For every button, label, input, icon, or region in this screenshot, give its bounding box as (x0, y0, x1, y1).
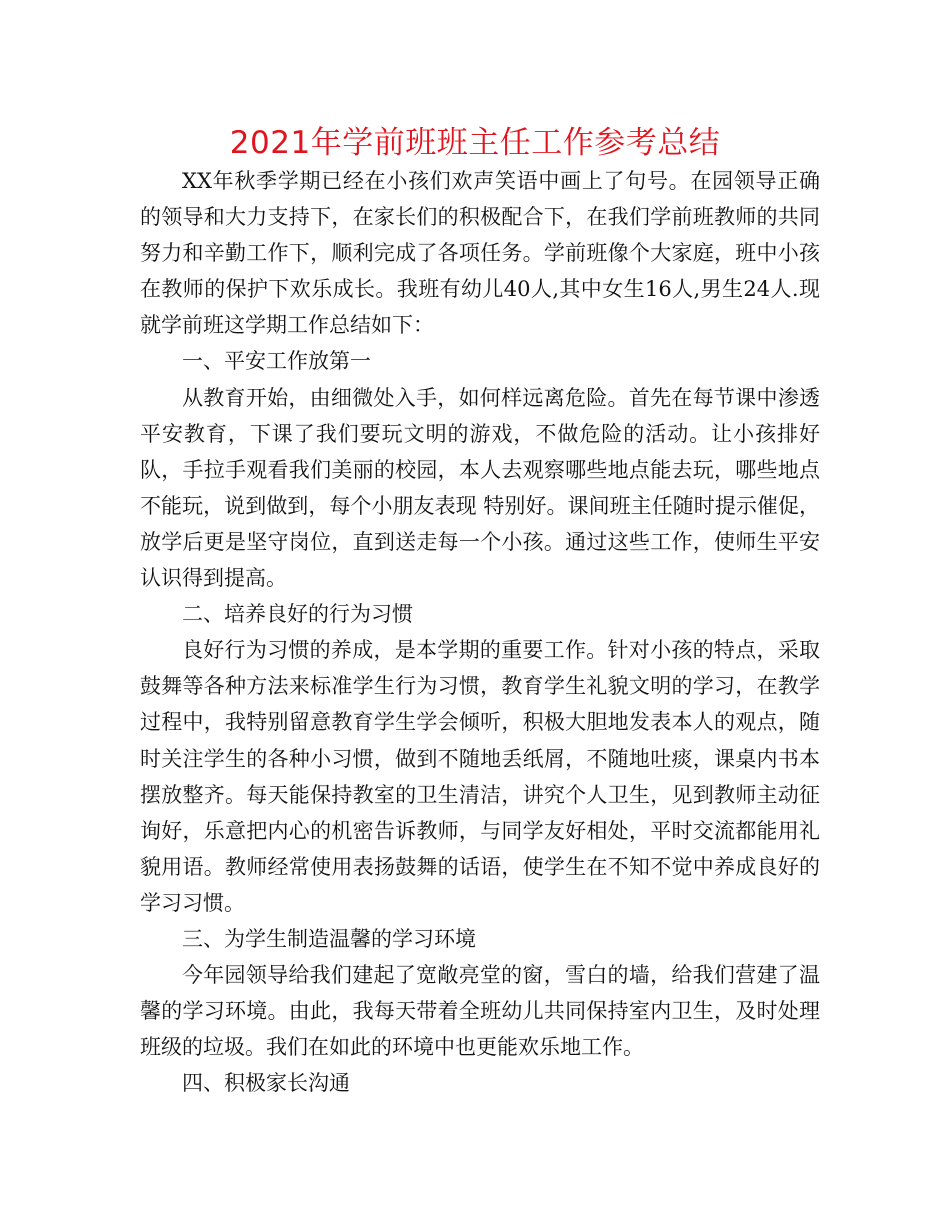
section-heading-parents: 四、积极家长沟通 (182, 1071, 350, 1096)
paragraph-environment: 今年园领导给我们建起了宽敞亮堂的窗，雪白的墙，给我们营建了温馨的学习环境。由此，我每天带着全班幼儿共同保持室内卫生，及时处理班级的垃圾。我们在如此的环境中也更能欢乐地工作。 (140, 963, 820, 1060)
section-heading-habits: 二、培养良好的行为习惯 (182, 602, 413, 627)
section-heading-safety: 一、平安工作放第一 (182, 349, 371, 374)
document-title: 2021年学前班班主任工作参考总结 (229, 125, 721, 161)
paragraph-intro: XX年秋季学期已经在小孩们欢声笑语中画上了句号。在园领导正确的领导和大力支持下，在家长们的积极配合下，在我们学前班教师的共同努力和辛勤工作下，顺利完成了各项任务。学前班像个大家庭，班中小孩在教师的保护下欢乐成长。我班有幼儿40人,其中女生16人,男生24人.现就学前班这学期工作总结如下： (140, 169, 820, 338)
section-heading-environment: 三、为学生制造温馨的学习环境 (182, 926, 476, 951)
paragraph-safety: 从教育开始，由细微处入手，如何样远离危险。首先在每节课中渗透平安教育，下课了我们要玩文明的游戏，不做危险的活动。让小孩排好队，手拉手观看我们美丽的校园，本人去观察哪些地点能去玩，哪些地点不能玩，说到做到，每个小朋友表现 特别好。课间班主任随时提示催促，放学后更是坚守岗位，直到送走每一个小孩。通过这些工作，使师生平安认识得到提高。 (140, 385, 820, 591)
document-body (140, 163, 820, 1101)
paragraph-habits: 良好行为习惯的养成，是本学期的重要工作。针对小孩的特点，采取鼓舞等各种方法来标准学生行为习惯，教育学生礼貌文明的学习，在教学过程中，我特别留意教育学生学会倾听，积极大胆地发表本人的观点，随时关注学生的各种小习惯，做到不随地丢纸屑，不随地吐痰，课桌内书本摆放整齐。每天能保持教室的卫生清洁，讲究个人卫生，见到教师主动征询好，乐意把内心的机密告诉教师，与同学友好相处，平时交流都能用礼貌用语。教师经常使用表扬鼓舞的话语，使学生在不知不觉中养成良好的学习习惯。 (140, 638, 820, 915)
